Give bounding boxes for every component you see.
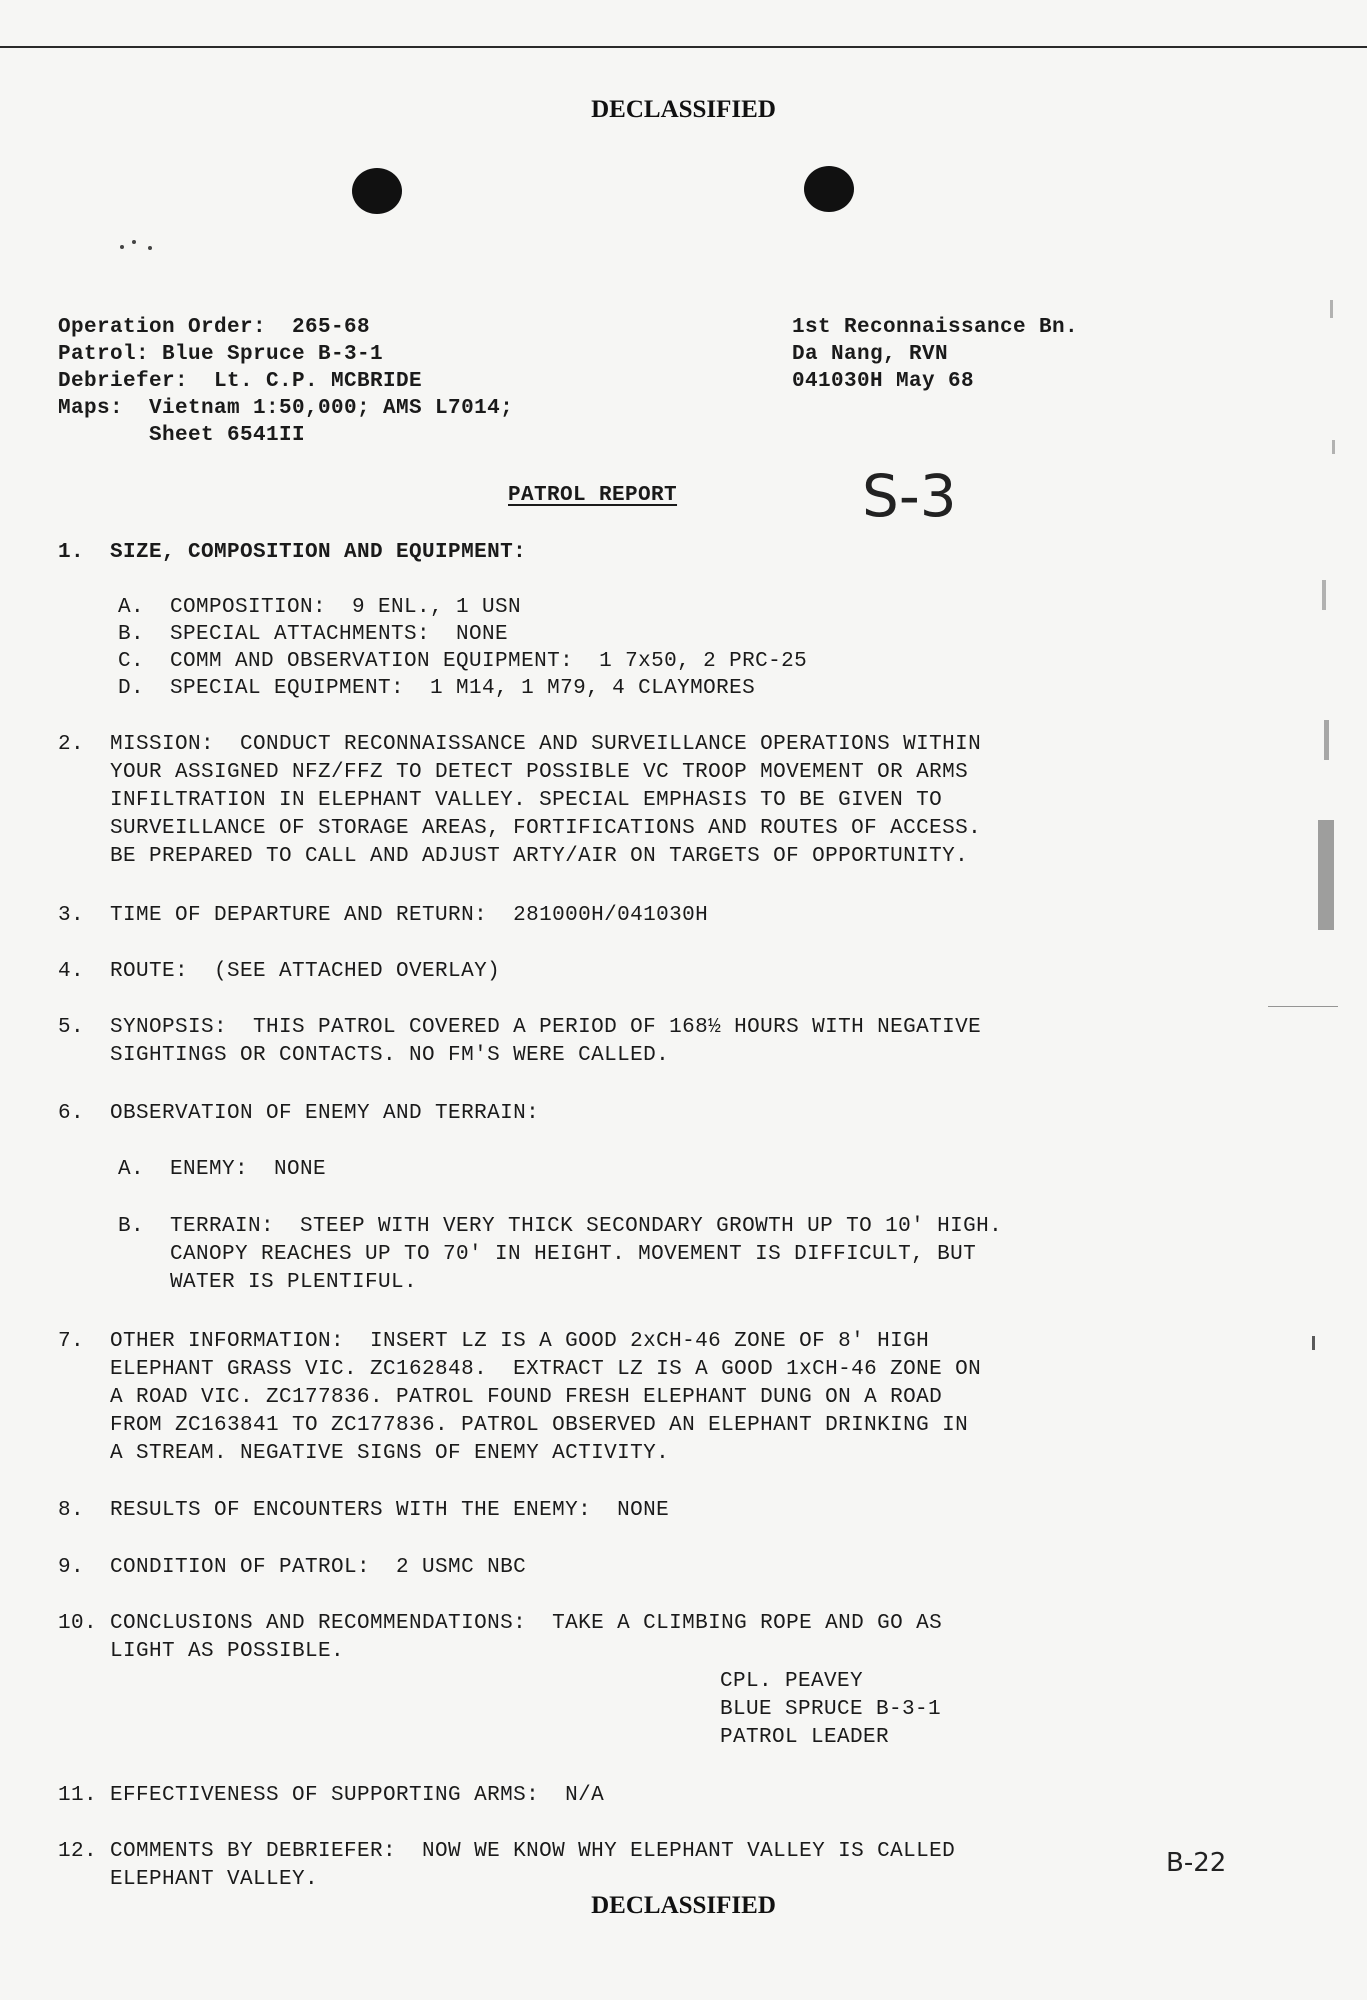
- handwritten-page-reference: B-22: [1166, 1848, 1227, 1878]
- patrol-leader-name: CPL. PEAVEY: [720, 1670, 864, 1693]
- section-2-line-1: 2. MISSION: CONDUCT RECONNAISSANCE AND SURVEILLANCE OPERATIONS WITHIN: [58, 733, 982, 756]
- declassified-stamp-bottom: DECLASSIFIED: [591, 1892, 776, 1919]
- scan-artifact: [1312, 1336, 1315, 1350]
- section-8-results: 8. RESULTS OF ENCOUNTERS WITH THE ENEMY: NONE: [58, 1499, 670, 1522]
- handwritten-routing-mark: S-3: [862, 462, 957, 530]
- scan-speck: [148, 246, 152, 250]
- section-10-line-2: LIGHT AS POSSIBLE.: [58, 1640, 345, 1663]
- section-2-line-2: YOUR ASSIGNED NFZ/FFZ TO DETECT POSSIBLE VC TROOP MOVEMENT OR ARMS: [58, 761, 969, 784]
- section-6-heading: 6. OBSERVATION OF ENEMY AND TERRAIN:: [58, 1102, 540, 1125]
- section-7-line-4: FROM ZC163841 TO ZC177836. PATROL OBSERVED AN ELEPHANT DRINKING IN: [58, 1414, 969, 1437]
- scan-speck: [120, 245, 124, 249]
- patrol-leader-unit: BLUE SPRUCE B-3-1: [720, 1698, 942, 1721]
- scan-artifact: [1330, 300, 1333, 318]
- patrol-leader-title: PATROL LEADER: [720, 1726, 890, 1749]
- declassified-stamp-top: DECLASSIFIED: [591, 96, 776, 123]
- section-12-line-2: ELEPHANT VALLEY.: [58, 1868, 319, 1891]
- scan-artifact: [1332, 440, 1335, 454]
- report-title: PATROL REPORT: [508, 484, 678, 507]
- page-top-edge: [0, 46, 1367, 48]
- maps-sheet-line: Sheet 6541II: [58, 424, 306, 447]
- section-2-line-3: INFILTRATION IN ELEPHANT VALLEY. SPECIAL EMPHASIS TO BE GIVEN TO: [58, 789, 943, 812]
- section-7-line-1: 7. OTHER INFORMATION: INSERT LZ IS A GOOD 2xCH-46 ZONE OF 8' HIGH: [58, 1330, 930, 1353]
- scan-artifact: [1268, 1006, 1338, 1007]
- punch-hole-left: [352, 168, 402, 214]
- section-2-line-4: SURVEILLANCE OF STORAGE AREAS, FORTIFICATIONS AND ROUTES OF ACCESS.: [58, 817, 982, 840]
- section-1d-special-equipment: D. SPECIAL EQUIPMENT: 1 M14, 1 M79, 4 CLAYMORES: [118, 677, 756, 700]
- report-datetime: 041030H May 68: [792, 370, 975, 393]
- section-5-line-1: 5. SYNOPSIS: THIS PATROL COVERED A PERIOD OF 168½ HOURS WITH NEGATIVE: [58, 1016, 982, 1039]
- section-10-line-1: 10. CONCLUSIONS AND RECOMMENDATIONS: TAKE A CLIMBING ROPE AND GO AS: [58, 1612, 943, 1635]
- punch-hole-right: [804, 166, 854, 212]
- section-2-line-5: BE PREPARED TO CALL AND ADJUST ARTY/AIR ON TARGETS OF OPPORTUNITY.: [58, 845, 969, 868]
- patrol-line: Patrol: Blue Spruce B-3-1: [58, 343, 384, 366]
- scan-speck: [132, 240, 136, 244]
- debriefer-line: Debriefer: Lt. C.P. MCBRIDE: [58, 370, 423, 393]
- section-1a-composition: A. COMPOSITION: 9 ENL., 1 USN: [118, 596, 522, 619]
- section-4-route: 4. ROUTE: (SEE ATTACHED OVERLAY): [58, 960, 501, 983]
- maps-line: Maps: Vietnam 1:50,000; AMS L7014;: [58, 397, 514, 420]
- section-5-line-2: SIGHTINGS OR CONTACTS. NO FM'S WERE CALLED.: [58, 1044, 670, 1067]
- section-6a-enemy: A. ENEMY: NONE: [118, 1158, 327, 1181]
- section-1c-comm-equipment: C. COMM AND OBSERVATION EQUIPMENT: 1 7x50, 2 PRC-25: [118, 650, 808, 673]
- unit-location: Da Nang, RVN: [792, 343, 949, 366]
- unit-name: 1st Reconnaissance Bn.: [792, 316, 1079, 339]
- section-7-line-2: ELEPHANT GRASS VIC. ZC162848. EXTRACT LZ IS A GOOD 1xCH-46 ZONE ON: [58, 1358, 982, 1381]
- scan-artifact: [1324, 720, 1329, 760]
- section-6b-line-2: CANOPY REACHES UP TO 70' IN HEIGHT. MOVEMENT IS DIFFICULT, BUT: [118, 1243, 977, 1266]
- section-11-supporting-arms: 11. EFFECTIVENESS OF SUPPORTING ARMS: N/A: [58, 1784, 605, 1807]
- section-1b-attachments: B. SPECIAL ATTACHMENTS: NONE: [118, 623, 509, 646]
- section-6b-line-3: WATER IS PLENTIFUL.: [118, 1271, 418, 1294]
- section-3-departure-return: 3. TIME OF DEPARTURE AND RETURN: 281000H/041030H: [58, 904, 709, 927]
- section-6b-line-1: B. TERRAIN: STEEP WITH VERY THICK SECONDARY GROWTH UP TO 10' HIGH.: [118, 1215, 1003, 1238]
- scan-artifact: [1318, 820, 1334, 930]
- scan-artifact: [1322, 580, 1326, 610]
- operation-order-line: Operation Order: 265-68: [58, 316, 371, 339]
- section-7-line-5: A STREAM. NEGATIVE SIGNS OF ENEMY ACTIVITY.: [58, 1442, 670, 1465]
- section-1-heading: 1. SIZE, COMPOSITION AND EQUIPMENT:: [58, 541, 527, 564]
- section-9-condition: 9. CONDITION OF PATROL: 2 USMC NBC: [58, 1556, 527, 1579]
- section-7-line-3: A ROAD VIC. ZC177836. PATROL FOUND FRESH ELEPHANT DUNG ON A ROAD: [58, 1386, 943, 1409]
- section-12-line-1: 12. COMMENTS BY DEBRIEFER: NOW WE KNOW WHY ELEPHANT VALLEY IS CALLED: [58, 1840, 956, 1863]
